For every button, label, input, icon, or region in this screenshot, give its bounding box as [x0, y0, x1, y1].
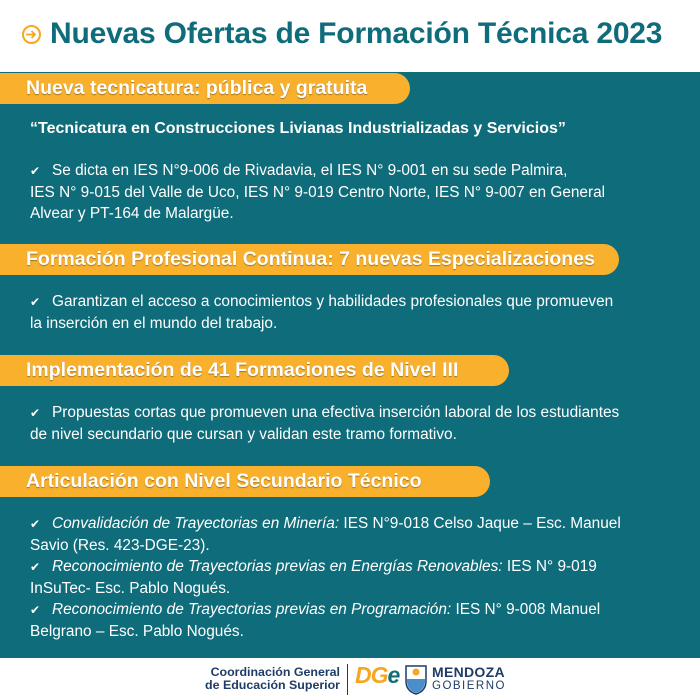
list-item: ✔ Convalidación de Trayectorias en Minería: IES N°9-018 Celso Jaque – Esc. Manuel [30, 513, 621, 535]
section-3-text: ✔ Propuestas cortas que promueven una efectiva inserción laboral de los estudiantes de nivel secundario que cursan y validan este tramo formativo. [30, 404, 620, 443]
check-icon: ✔ [30, 560, 41, 574]
check-icon: ✔ [30, 406, 41, 420]
dge-logo: DGe [355, 662, 400, 688]
check-icon: ✔ [30, 295, 41, 309]
check-icon: ✔ [30, 164, 41, 178]
arrow-right-circle-icon [22, 25, 41, 44]
section-1-text: ✔ Se dicta en IES N°9-006 de Rivadavia, el IES N° 9-001 en su sede Palmira, IES N° 9-015 del Valle de Uco, IES N° 9-019 Centro Norte, IES N° 9-007 en General Alvear y PT-164 de Malargüe. [30, 162, 606, 222]
section-4-text: ✔ Convalidación de Trayectorias en Minería: IES N°9-018 Celso Jaque – Esc. Manuel Savio (Res. 423-DGE-23). ✔ Reconocimiento de Trayectorias previas en Energías Renovables: IES N° 9-019 InSuTec- Esc. Pablo Nogués. ✔ Reconocimiento de Trayectorias previas en Programación: IES N° 9-008 Manuel Belgrano – Esc. Pablo Nogués. [30, 515, 621, 640]
check-icon: ✔ [30, 603, 41, 617]
check-icon: ✔ [30, 517, 41, 531]
section-2-text: ✔ Garantizan el acceso a conocimientos y habilidades profesionales que promueven la inserción en el mundo del trabajo. [30, 293, 614, 332]
mendoza-gobierno-logo: MENDOZA GOBIERNO [432, 664, 506, 692]
list-item: ✔ Reconocimiento de Trayectorias previas en Programación: IES N° 9-008 Manuel [30, 599, 621, 621]
section-title-formacion-profesional: Formación Profesional Continua: 7 nuevas Especializaciones [0, 244, 619, 275]
footer [0, 658, 700, 700]
mendoza-shield-icon [404, 663, 428, 695]
divider [347, 664, 348, 695]
tecnicatura-name: “Tecnicatura en Construcciones Livianas Industrializadas y Servicios” [30, 120, 566, 137]
page-title: Nuevas Ofertas de Formación Técnica 2023 [50, 17, 663, 50]
org-name: Coordinación General de Educación Superior [205, 665, 340, 692]
list-item: ✔ Reconocimiento de Trayectorias previas en Energías Renovables: IES N° 9-019 [30, 556, 621, 578]
header [0, 0, 700, 72]
section-title-articulacion: Articulación con Nivel Secundario Técnico [0, 466, 490, 497]
section-title-nivel-iii: Implementación de 41 Formaciones de Nivel III [0, 355, 509, 386]
section-title-nueva-tecnicatura: Nueva tecnicatura: pública y gratuita [0, 73, 410, 104]
